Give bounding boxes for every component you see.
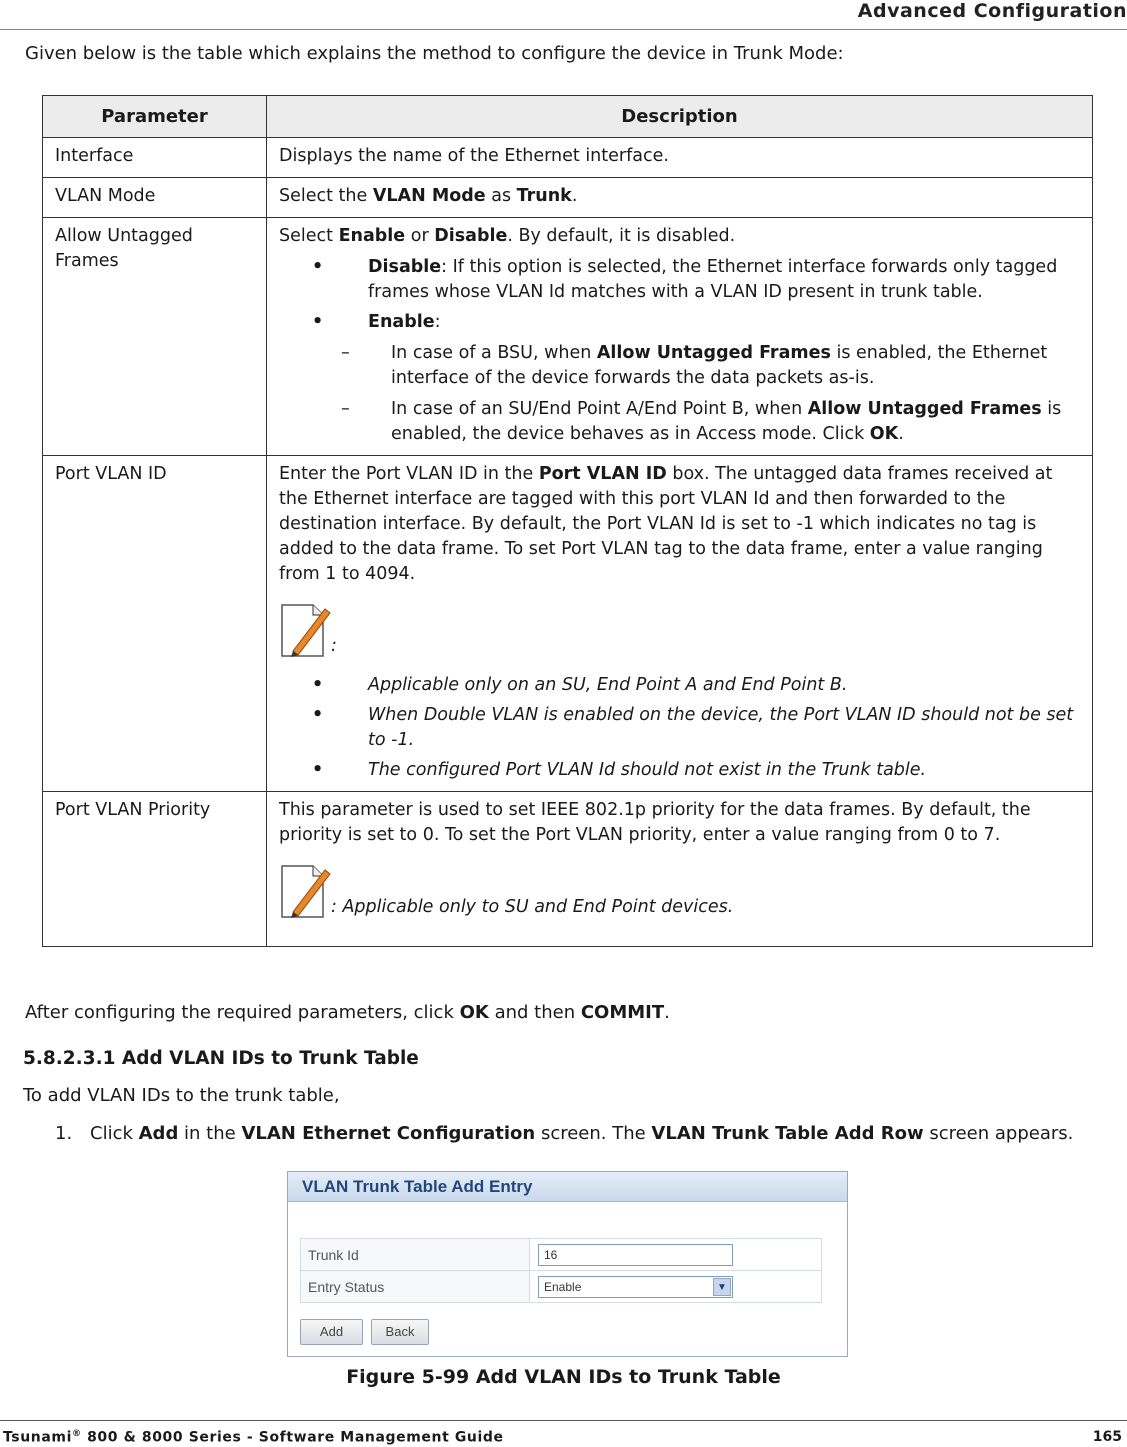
- text-run: Select the: [279, 186, 373, 206]
- form-table: [300, 1238, 822, 1303]
- back-button[interactable]: Back: [371, 1319, 429, 1345]
- text-run: Click: [90, 1123, 139, 1144]
- brand-name: Tsunami: [3, 1429, 72, 1446]
- bullet-glyph: •: [312, 760, 324, 780]
- table-row: [43, 218, 1093, 456]
- desc-cell: [267, 792, 1093, 947]
- page-header-title: Advanced Configuration: [857, 0, 1127, 22]
- bold-run: OK: [459, 1002, 489, 1023]
- bold-run: Disable: [434, 226, 508, 246]
- text-run: screen. The: [535, 1123, 652, 1144]
- column-header-parameter: Parameter: [43, 96, 267, 138]
- bold-run: Trunk: [516, 186, 572, 206]
- list-item: [279, 703, 1080, 753]
- bold-run: COMMIT: [580, 1002, 665, 1023]
- desc-cell: [267, 218, 1093, 456]
- table-row: [43, 138, 1093, 178]
- trunk-id-input[interactable]: 16: [538, 1244, 733, 1266]
- note-row: [279, 862, 1080, 920]
- entry-status-cell: [530, 1271, 822, 1303]
- note-pencil-icon: [279, 862, 331, 920]
- note-list: [279, 673, 1080, 783]
- bold-run: Port VLAN ID: [538, 464, 667, 484]
- bold-run: OK: [869, 424, 899, 444]
- form-row: [301, 1239, 822, 1271]
- guide-title: 800 & 8000 Series - Software Management Guide: [81, 1429, 504, 1446]
- parameter-table: [42, 95, 1093, 947]
- step-item: [55, 1123, 1073, 1144]
- form-row: [301, 1271, 822, 1303]
- list-item: [279, 310, 1080, 335]
- note-text: The configured Port VLAN Id should not exist in the Trunk table.: [368, 760, 927, 780]
- table-row: [43, 792, 1093, 947]
- note-text: When Double VLAN is enabled on the device, the Port VLAN ID should not be set to -1.: [368, 705, 1074, 750]
- bullet-glyph: •: [312, 675, 324, 695]
- panel-title: VLAN Trunk Table Add Entry: [288, 1172, 847, 1202]
- text-run: In case of a BSU, when: [391, 343, 597, 363]
- after-text: [25, 1002, 670, 1023]
- desc-cell: Displays the name of the Ethernet interface.: [267, 138, 1093, 178]
- desc-text: This parameter is used to set IEEE 802.1p priority for the data frames. By default, the priority is set to 0. To set the Port VLAN priority, enter a value ranging from 0 to 7.: [279, 800, 1031, 845]
- bullet-glyph: •: [312, 312, 324, 332]
- table-row: [43, 456, 1093, 792]
- desc-cell: [267, 456, 1093, 792]
- registered-mark: ®: [72, 1429, 82, 1439]
- desc-text: [279, 462, 1080, 587]
- dash-glyph: –: [341, 399, 350, 419]
- text-run: Enter the Port VLAN ID in the: [279, 464, 539, 484]
- text-run: .: [571, 186, 578, 206]
- desc-cell: [267, 178, 1093, 218]
- bold-run: Disable: [368, 257, 442, 277]
- sub-list-item: [279, 341, 1080, 391]
- text-run: is enabled, the device behaves as in Access mode. Click: [391, 399, 1062, 444]
- bold-run: Enable: [368, 312, 435, 332]
- bullet-glyph: •: [312, 257, 324, 277]
- note-text: Applicable only on an SU, End Point A and End Point B.: [368, 675, 848, 695]
- entry-status-select[interactable]: [538, 1276, 733, 1298]
- trunk-id-label: Trunk Id: [301, 1239, 530, 1271]
- bold-run: Add: [138, 1123, 179, 1144]
- dash-glyph: –: [341, 343, 350, 363]
- chevron-down-icon[interactable]: ▼: [713, 1278, 731, 1296]
- text-run: After configuring the required parameters, click: [25, 1002, 460, 1023]
- intro-text: Given below is the table which explains the method to configure the device in Trunk Mode:: [25, 43, 844, 64]
- bullet-glyph: •: [312, 705, 324, 725]
- param-cell: Port VLAN ID: [43, 456, 267, 792]
- bullet-list: [279, 255, 1080, 447]
- bold-run: VLAN Mode: [372, 186, 486, 206]
- figure-caption: Figure 5-99 Add VLAN IDs to Trunk Table: [346, 1366, 781, 1388]
- text-run: and then: [488, 1002, 581, 1023]
- header-divider: [0, 29, 1127, 30]
- table-row: [43, 178, 1093, 218]
- footer-title: [3, 1429, 504, 1446]
- list-item: [279, 255, 1080, 305]
- bold-run: Enable: [338, 226, 406, 246]
- text-run: box. The untagged data frames received at the Ethernet interface are tagged with this port VLAN Id and then forwarded to the destination interface. By default, the Port VLAN Id is set to -1 which indicates no tag is added to the data frame. To set Port VLAN tag to the data frame, enter a value ranging from 1 to 4094.: [279, 464, 1053, 584]
- text-run: screen appears.: [923, 1123, 1074, 1144]
- entry-status-label: Entry Status: [301, 1271, 530, 1303]
- text-run: is enabled, the Ethernet interface of the device forwards the data packets as-is.: [391, 343, 1048, 388]
- text-run: .: [898, 424, 904, 444]
- bold-run: VLAN Trunk Table Add Row: [651, 1123, 924, 1144]
- text-run: Select: [279, 226, 339, 246]
- text-run: :: [434, 312, 441, 332]
- note-colon: :: [331, 636, 337, 656]
- bold-run: Allow Untagged Frames: [807, 399, 1042, 419]
- note-row: [279, 601, 1080, 659]
- param-cell: Interface: [43, 138, 267, 178]
- vlan-trunk-add-entry-panel: [287, 1171, 848, 1357]
- list-item: [279, 758, 1080, 783]
- step-number: 1.: [55, 1123, 73, 1144]
- page-number: 165: [1092, 1429, 1122, 1445]
- bold-run: Allow Untagged Frames: [596, 343, 831, 363]
- note-text: : Applicable only to SU and End Point devices.: [331, 897, 734, 917]
- footer-divider: [0, 1420, 1127, 1421]
- note-pencil-icon: [279, 601, 331, 659]
- text-run: In case of an SU/End Point A/End Point B, when: [391, 399, 808, 419]
- text-run: or: [405, 226, 435, 246]
- param-cell: VLAN Mode: [43, 178, 267, 218]
- param-cell: Port VLAN Priority: [43, 792, 267, 947]
- text-run: in the: [178, 1123, 242, 1144]
- text-run: : If this option is selected, the Ethernet interface forwards only tagged frames whose VLAN Id matches with a VLAN ID present in trunk table.: [368, 257, 1058, 302]
- table-header-row: [43, 96, 1093, 138]
- text-run: . By default, it is disabled.: [507, 226, 736, 246]
- trunk-id-cell: [530, 1239, 822, 1271]
- entry-status-value: Enable: [544, 1279, 582, 1294]
- section-heading: 5.8.2.3.1 Add VLAN IDs to Trunk Table: [23, 1048, 419, 1069]
- text-run: as: [485, 186, 517, 206]
- sub-list-item: [279, 397, 1080, 447]
- desc-intro: [279, 224, 1080, 249]
- add-button[interactable]: Add: [300, 1319, 363, 1345]
- column-header-description: Description: [267, 96, 1093, 138]
- to-add-text: To add VLAN IDs to the trunk table,: [23, 1085, 340, 1106]
- list-item: [279, 673, 1080, 698]
- text-run: .: [664, 1002, 670, 1023]
- bold-run: VLAN Ethernet Configuration: [241, 1123, 536, 1144]
- param-cell: Allow Untagged Frames: [43, 218, 267, 456]
